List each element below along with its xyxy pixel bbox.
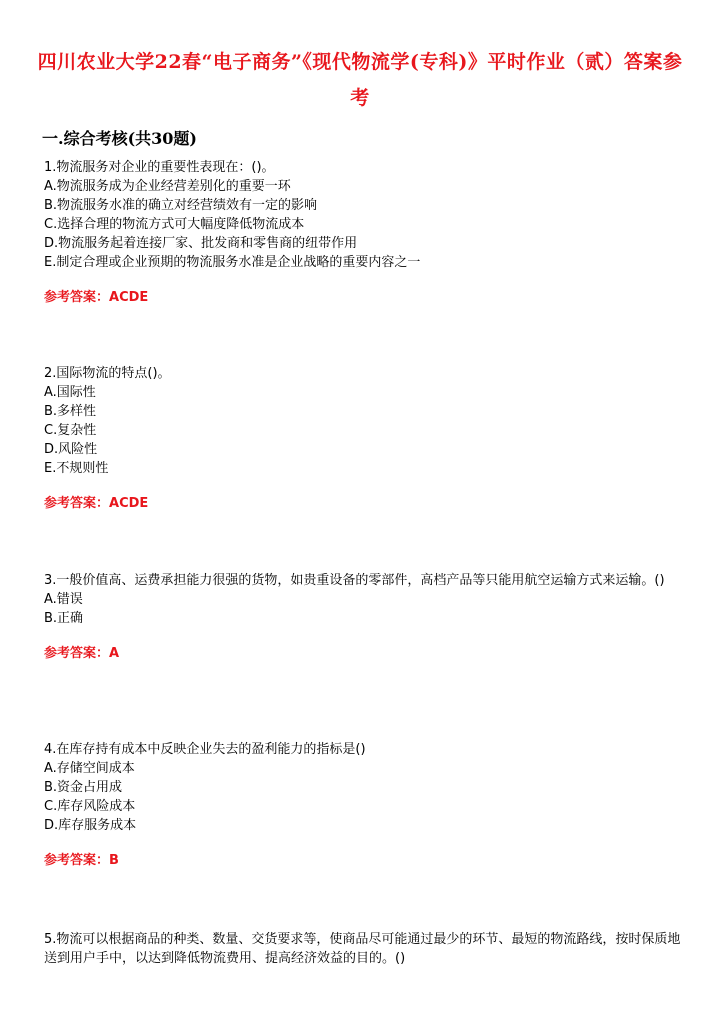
- option-b: B.物流服务水准的确立对经营绩效有一定的影响: [44, 198, 318, 213]
- question-stem: 3.一般价值高、运费承担能力很强的货物，如贵重设备的零部件，高档产品等只能用航空运输方式来运输。(): [44, 573, 665, 588]
- question-stem: 4.在库存持有成本中反映企业失去的盈利能力的指标是(): [44, 742, 366, 757]
- option-c: C.库存风险成本: [44, 799, 136, 814]
- option-a: A.国际性: [44, 385, 96, 400]
- option-d: D.物流服务起着连接厂家、批发商和零售商的纽带作用: [44, 236, 358, 251]
- answer-value: B: [109, 853, 119, 868]
- option-d: D.风险性: [44, 442, 98, 457]
- option-c: C.复杂性: [44, 423, 97, 438]
- option-c: C.选择合理的物流方式可大幅度降低物流成本: [44, 217, 305, 232]
- answer-value: ACDE: [109, 496, 149, 511]
- answer-label: 参考答案：: [44, 646, 110, 661]
- question-stem: 2.国际物流的特点()。: [44, 366, 171, 381]
- answer-line: [44, 851, 684, 870]
- option-a: A.物流服务成为企业经营差别化的重要一环: [44, 179, 291, 194]
- answer-label: 参考答案：: [44, 290, 110, 305]
- document-title: 四川农业大学22春“电子商务”《现代物流学(专科)》平时作业（贰）答案参考: [37, 51, 683, 109]
- question-2: [44, 364, 684, 513]
- answer-value: A: [109, 646, 120, 661]
- question-5: [44, 930, 684, 968]
- question-stem: 1.物流服务对企业的重要性表现在：()。: [44, 160, 275, 175]
- question-stem: 5.物流可以根据商品的种类、数量、交货要求等，使商品尽可能通过最少的环节、最短的物流路线，按时保质地送到用户手中，以达到降低物流费用、提高经济效益的目的。(): [44, 932, 681, 966]
- option-d: D.库存服务成本: [44, 818, 137, 833]
- answer-label: 参考答案：: [44, 853, 110, 868]
- answer-line: [44, 644, 684, 663]
- option-e: E.不规则性: [44, 461, 109, 476]
- option-b: B.多样性: [44, 404, 97, 419]
- answer-label: 参考答案：: [44, 496, 110, 511]
- option-a: A.存储空间成本: [44, 761, 135, 776]
- answer-value: ACDE: [109, 290, 149, 305]
- section-heading: 一.综合考核(共30题): [42, 129, 197, 148]
- question-1: [44, 158, 684, 307]
- option-b: B.正确: [44, 611, 84, 626]
- answer-line: [44, 494, 684, 513]
- question-3: [44, 571, 684, 663]
- option-b: B.资金占用成: [44, 780, 123, 795]
- option-a: A.错误: [44, 592, 83, 607]
- answer-line: [44, 288, 684, 307]
- question-4: [44, 740, 684, 870]
- option-e: E.制定合理或企业预期的物流服务水准是企业战略的重要内容之一: [44, 255, 421, 270]
